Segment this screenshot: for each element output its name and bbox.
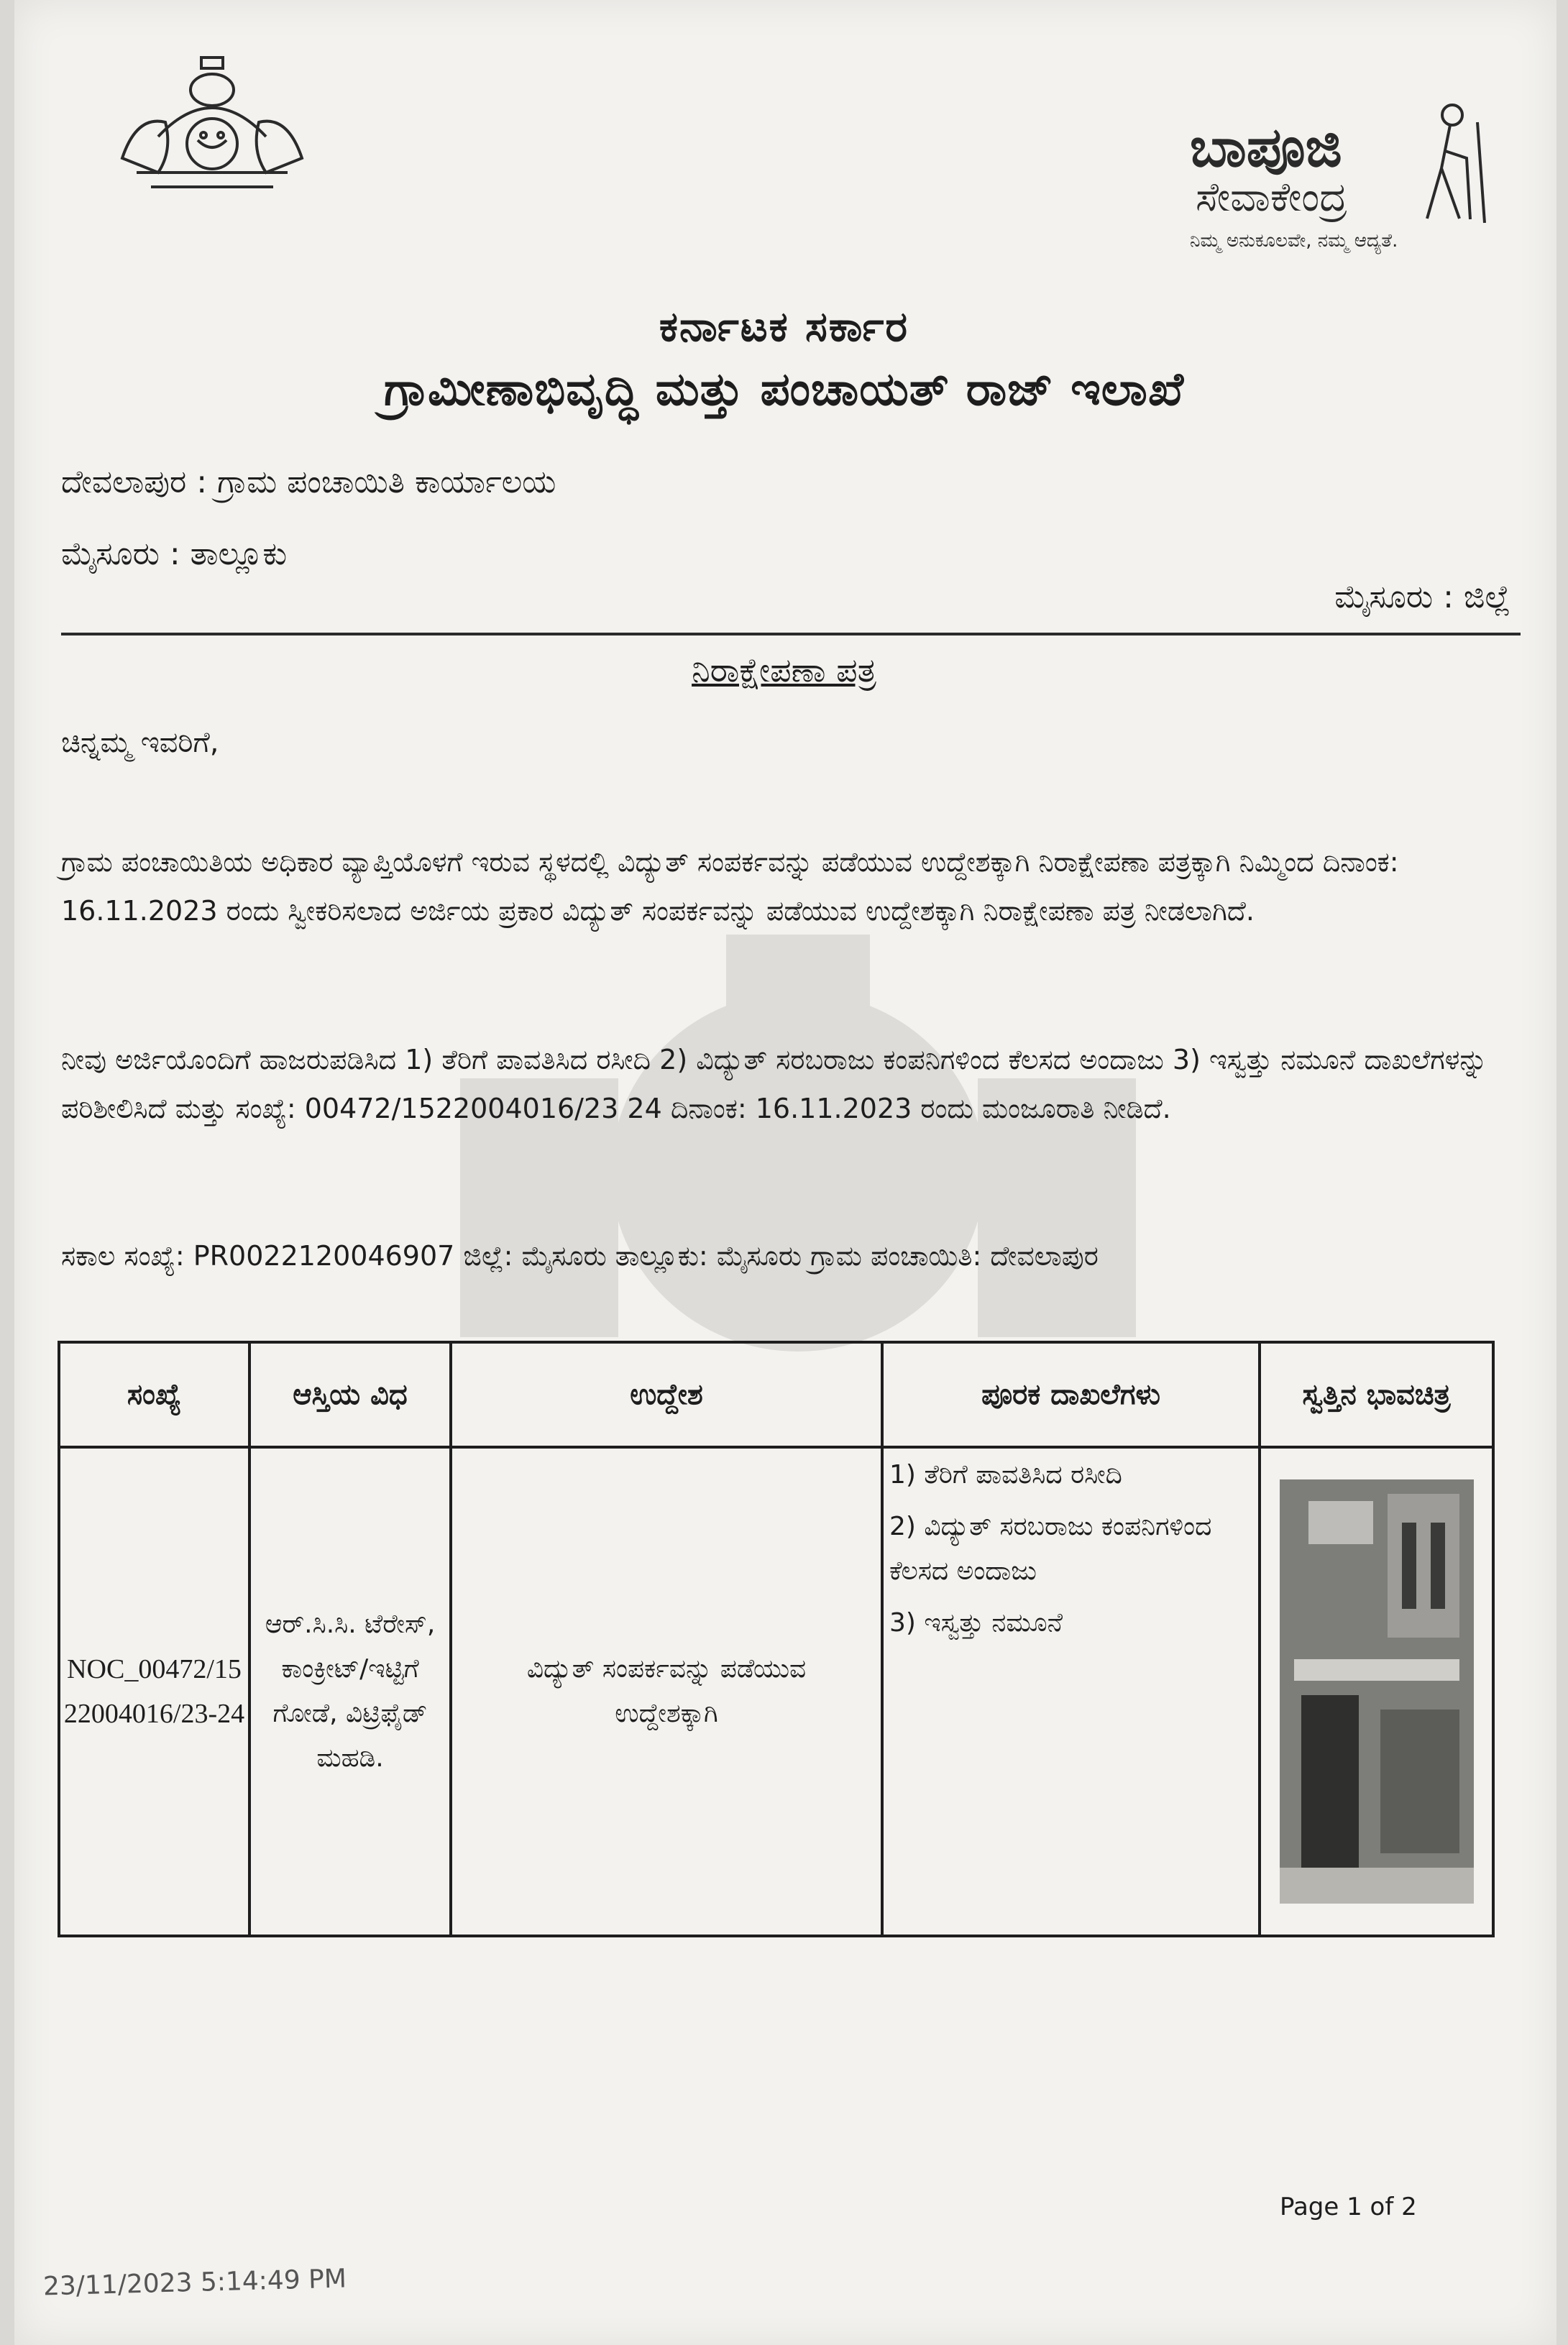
document-item: 1) ತೆರಿಗೆ ಪಾವತಿಸಿದ ರಸೀದಿ: [889, 1460, 1122, 1490]
cell-property-photo: [1260, 1447, 1493, 1936]
cell-documents: [882, 1447, 1260, 1936]
cell-purpose: ವಿದ್ಯುತ್ ಸಂಪರ್ಕವನ್ನು ಪಡೆಯುವ ಉದ್ದೇಶಕ್ಕಾಗಿ: [451, 1447, 882, 1936]
noc-table: [58, 1341, 1495, 1937]
paragraph-2: ನೀವು ಅರ್ಜಿಯೊಂದಿಗೆ ಹಾಜರುಪಡಿಸಿದ 1) ತೆರಿಗೆ ಪಾವತಿಸಿದ ರಸೀದಿ 2) ವಿದ್ಯುತ್ ಸರಬರಾಜು ಕಂಪನಿಗಳಿಂದ ಕೆಲಸದ ಅಂದಾಜು 3) ಇಸ್ವತ್ತು ನಮೂನೆ ದಾಖಲೆಗಳನ್ನು ಪರಿಶೀಲಿಸಿದೆ ಮತ್ತು ಸಂಖ್ಯೆ: 00472/1522004016/23 24 ದಿನಾಂಕ: 16.11.2023 ರಂದು ಮಂಜೂರಾತಿ ನೀಡಿದೆ.: [61, 1044, 1487, 1124]
bapuji-seva-kendra-logo: [1190, 101, 1492, 266]
header-property-type: ಆಸ್ತಿಯ ವಿಧ: [249, 1342, 451, 1447]
district-line: ಮೈಸೂರು : ಜಿಲ್ಲೆ: [1334, 579, 1510, 615]
office-line: ದೇವಲಾಪುರ : ಗ್ರಾಮ ಪಂಚಾಯಿತಿ ಕಾರ್ಯಾಲಯ: [61, 464, 556, 500]
header-number: ಸಂಖ್ಯೆ: [59, 1342, 249, 1447]
salutation: ಚಿನ್ನಮ್ಮ ಇವರಿಗೆ,: [61, 726, 219, 759]
department-heading: ಗ್ರಾಮೀಣಾಭಿವೃದ್ಧಿ ಮತ್ತು ಪಂಚಾಯತ್ ರಾಜ್ ಇಲಾಖೆ: [383, 363, 1185, 416]
emblem-watermark-icon: [403, 935, 1193, 1380]
sakala-number-line: ಸಕಾಲ ಸಂಖ್ಯೆ: PR0022120046907 ಜಿಲ್ಲೆ: ಮೈಸೂರು ತಾಲ್ಲೂಕು: ಮೈಸೂರು ಗ್ರಾಮ ಪಂಚಾಯಿತಿ: ದೇವಲಾಪುರ: [61, 1240, 1099, 1272]
page-number: Page 1 of 2: [1280, 2193, 1417, 2221]
table-row: [59, 1447, 1493, 1936]
brand-subtitle: ಸೇವಾಕೇಂದ್ರ: [1196, 174, 1347, 221]
header-documents: ಪೂರಕ ದಾಖಲೆಗಳು: [882, 1342, 1260, 1447]
table-header-row: [59, 1342, 1493, 1447]
document-item: 2) ವಿದ್ಯುತ್ ಸರಬರಾಜು ಕಂಪನಿಗಳಿಂದ ಕೆಲಸದ ಅಂದಾಜು: [889, 1512, 1212, 1586]
header-divider: [61, 633, 1521, 635]
property-photo: [1280, 1479, 1474, 1904]
gandhi-figure-icon: [1406, 101, 1492, 226]
document-item: 3) ಇಸ್ವತ್ತು ನಮೂನೆ: [889, 1608, 1063, 1638]
karnataka-emblem-icon: [108, 50, 316, 201]
print-timestamp: 23/11/2023 5:14:49 PM: [42, 2264, 347, 2302]
cell-noc-number: NOC_00472/1522004016/23-24: [59, 1447, 249, 1936]
cell-property-type: ಆರ್.ಸಿ.ಸಿ. ಟೆರೇಸ್, ಕಾಂಕ್ರೀಟ್/ಇಟ್ಟಿಗೆ ಗೋಡೆ, ವಿಟ್ರಿಫೈಡ್ ಮಹಡಿ.: [249, 1447, 451, 1936]
brand-tagline: ನಿಮ್ಮ ಅನುಕೂಲವೇ, ನಮ್ಮ ಆದ್ಯತೆ.: [1190, 230, 1398, 252]
header-photo: ಸ್ವತ್ತಿನ ಭಾವಚಿತ್ರ: [1260, 1342, 1493, 1447]
building-photo-icon: [1280, 1479, 1474, 1904]
header-purpose: ಉದ್ದೇಶ: [451, 1342, 882, 1447]
brand-name: ಬಾಪೂಜಿ: [1190, 115, 1342, 179]
document-title: ನಿರಾಕ್ಷೇಪಣಾ ಪತ್ರ: [692, 651, 876, 689]
paragraph-1: ಗ್ರಾಮ ಪಂಚಾಯಿತಿಯ ಅಧಿಕಾರ ವ್ಯಾಪ್ತಿಯೊಳಗೆ ಇರುವ ಸ್ಥಳದಲ್ಲಿ ವಿದ್ಯುತ್ ಸಂಪರ್ಕವನ್ನು ಪಡೆಯುವ ಉದ್ದೇಶಕ್ಕಾಗಿ ನಿರಾಕ್ಷೇಪಣಾ ಪತ್ರಕ್ಕಾಗಿ ನಿಮ್ಮಿಂದ ದಿನಾಂಕ: 16.11.2023 ರಂದು ಸ್ವೀಕರಿಸಲಾದ ಅರ್ಜಿಯ ಪ್ರಕಾರ ವಿದ್ಯುತ್ ಸಂಪರ್ಕವನ್ನು ಪಡೆಯುವ ಉದ್ದೇಶಕ್ಕಾಗಿ ನಿರಾಕ್ಷೇಪಣಾ ಪತ್ರ ನೀಡಲಾಗಿದೆ.: [61, 846, 1399, 927]
government-heading: ಕರ್ನಾಟಕ ಸರ್ಕಾರ: [659, 302, 909, 351]
taluk-line: ಮೈಸೂರು : ತಾಲ್ಲೂಕು: [61, 536, 288, 572]
